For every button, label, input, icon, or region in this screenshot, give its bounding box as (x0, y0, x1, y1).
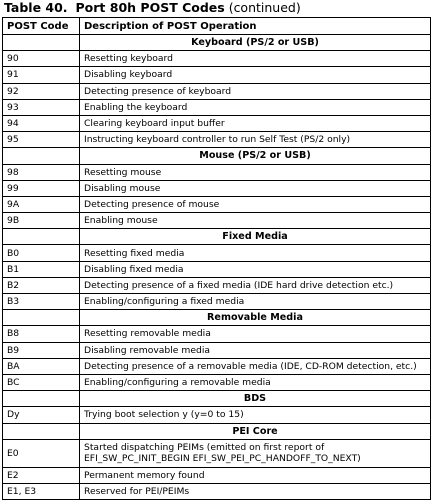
table-row (3, 196, 431, 212)
table-row (3, 132, 431, 148)
table-row (3, 164, 431, 180)
table-row (3, 180, 431, 196)
section-code-cell (3, 310, 80, 326)
post-code-cell: 95 (3, 132, 80, 148)
description-cell: Started dispatching PEIMs (emitted on first report of EFI_SW_PC_INIT_BEGIN EFI_SW_PEI_PC_HANDOFF_TO_NEXT) (80, 439, 431, 467)
post-code-cell: BA (3, 358, 80, 374)
section-title: Keyboard (PS/2 or USB) (80, 35, 431, 51)
post-code-cell: BC (3, 374, 80, 390)
post-code-cell: Dy (3, 407, 80, 423)
section-header-row (3, 391, 431, 407)
post-code-cell: 93 (3, 99, 80, 115)
description-cell: Reserved for PEI/PEIMs (80, 483, 431, 499)
post-code-cell: E0 (3, 439, 80, 467)
post-codes-table (2, 17, 431, 500)
table-suffix: (continued) (228, 0, 301, 15)
post-code-cell: E2 (3, 467, 80, 483)
table-row (3, 294, 431, 310)
description-cell: Disabling fixed media (80, 261, 431, 277)
table-row (3, 51, 431, 67)
table-row (3, 342, 431, 358)
post-code-cell: 9B (3, 213, 80, 229)
section-code-cell (3, 148, 80, 164)
description-cell: Resetting fixed media (80, 245, 431, 261)
table-row (3, 326, 431, 342)
description-cell: Permanent memory found (80, 467, 431, 483)
description-cell: Detecting presence of mouse (80, 196, 431, 212)
post-code-cell: E1, E3 (3, 483, 80, 499)
description-cell: Disabling removable media (80, 342, 431, 358)
post-code-cell: B2 (3, 277, 80, 293)
description-cell: Resetting keyboard (80, 51, 431, 67)
description-cell: Enabling/configuring a fixed media (80, 294, 431, 310)
table-row (3, 407, 431, 423)
post-code-cell: 98 (3, 164, 80, 180)
description-cell: Disabling keyboard (80, 67, 431, 83)
description-cell: Resetting mouse (80, 164, 431, 180)
post-code-cell: B9 (3, 342, 80, 358)
post-code-cell: 91 (3, 67, 80, 83)
section-code-cell (3, 35, 80, 51)
section-header-row (3, 229, 431, 245)
column-header-description: Description of POST Operation (80, 18, 431, 35)
section-code-cell (3, 423, 80, 439)
section-header-row (3, 310, 431, 326)
description-cell: Instructing keyboard controller to run Self Test (PS/2 only) (80, 132, 431, 148)
table-row (3, 213, 431, 229)
table-row (3, 67, 431, 83)
table-name: Port 80h POST Codes (75, 0, 225, 15)
table-number: Table 40. (4, 0, 68, 15)
post-code-cell: 90 (3, 51, 80, 67)
section-title: BDS (80, 391, 431, 407)
description-cell: Detecting presence of a removable media (IDE, CD-ROM detection, etc.) (80, 358, 431, 374)
description-cell: Enabling/configuring a removable media (80, 374, 431, 390)
post-code-cell: 9A (3, 196, 80, 212)
section-header-row (3, 148, 431, 164)
table-header-row (3, 18, 431, 35)
section-header-row (3, 35, 431, 51)
section-title: Mouse (PS/2 or USB) (80, 148, 431, 164)
description-cell: Resetting removable media (80, 326, 431, 342)
post-code-cell: B0 (3, 245, 80, 261)
post-code-cell: 94 (3, 115, 80, 131)
section-title: Removable Media (80, 310, 431, 326)
section-code-cell (3, 391, 80, 407)
section-code-cell (3, 229, 80, 245)
column-header-post-code: POST Code (3, 18, 80, 35)
table-row (3, 467, 431, 483)
section-header-row (3, 423, 431, 439)
table-row (3, 245, 431, 261)
post-code-cell: B8 (3, 326, 80, 342)
table-row (3, 374, 431, 390)
section-title: Fixed Media (80, 229, 431, 245)
table-title (4, 0, 301, 16)
description-cell: Clearing keyboard input buffer (80, 115, 431, 131)
post-code-cell: 92 (3, 83, 80, 99)
description-cell: Detecting presence of keyboard (80, 83, 431, 99)
description-cell: Enabling mouse (80, 213, 431, 229)
table-row (3, 261, 431, 277)
table-row (3, 358, 431, 374)
post-code-cell: B1 (3, 261, 80, 277)
description-cell: Trying boot selection y (y=0 to 15) (80, 407, 431, 423)
table-row (3, 277, 431, 293)
table-row (3, 115, 431, 131)
description-cell: Disabling mouse (80, 180, 431, 196)
table-row (3, 83, 431, 99)
table-body (3, 35, 431, 500)
description-cell: Detecting presence of a fixed media (IDE hard drive detection etc.) (80, 277, 431, 293)
table-row (3, 439, 431, 467)
table-row (3, 483, 431, 499)
description-cell: Enabling the keyboard (80, 99, 431, 115)
table-row (3, 99, 431, 115)
post-code-cell: 99 (3, 180, 80, 196)
section-title: PEI Core (80, 423, 431, 439)
post-code-cell: B3 (3, 294, 80, 310)
